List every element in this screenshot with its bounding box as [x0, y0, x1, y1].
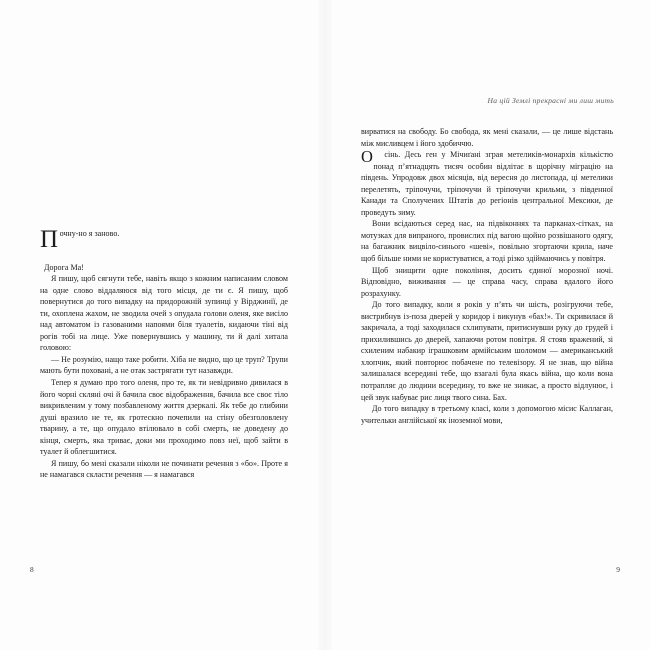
left-paragraph-3: Тепер я думаю про того оленя, про те, як ти невідривно дивилася в його чорні скляні очі й бачила своє відображення, бачила все своє тіло викривленим у тому позбавленому життя дзеркалі. Як тебе до глибини душі вразило не те, як гротескно почепили на стіну обезголовлену тварину, а те, що опудало втілювало в собі смерть, не доведену до кінця, смерть, яка триває, доки ми проходимо повз неї, щоб зайти в туалет й облегшитися. — [40, 378, 288, 457]
running-head: На цій Землі прекрасні ми лиш мить — [487, 96, 614, 105]
drop-cap-left: П — [40, 226, 59, 253]
right-opening-paragraph — [361, 149, 613, 218]
right-page — [325, 0, 650, 650]
right-continuation-paragraph: вирватися на свободу. Бо свобода, як мені сказали, — це лише відстань між мисливцем і його здобиччю. — [361, 127, 613, 148]
right-opening-text: сінь. Десь ген у Мічиґані зграя метеликів-монархів кількістю понад п’ятнадцять тисяч особин відлітає в щорічну міграцію на південь. Упродовж двох місяців, від вересня до листопада, ці метелики перелетять, тріпочучи, тріпочучи й тріпочучи крильми, з південної Канади та Сполучених Штатів до регіонів центральної Мексики, де проведуть зиму. — [361, 150, 613, 217]
right-page-text — [361, 126, 613, 426]
left-page-text — [40, 228, 288, 481]
left-paragraph-dialogue: — Не розумію, нащо таке робити. Хіба не видно, що це труп? Трупи мають бути поховані, а не отак застрягати тут назавжди. — [40, 354, 288, 376]
page-number-left: 8 — [30, 565, 34, 574]
salutation-line: Дорога Ма! — [44, 262, 84, 272]
left-opening-text: очну-но я заново. — [59, 229, 120, 238]
right-paragraph-3: До того випадку, коли я років у п’ять чи шість, розігруючи тебе, вистрибнув із-поза дверей у коридор і викунув «бах!». Ти скривилася й закричала, а тоді заходилася схлипувати, притиснувши руку до грудей і прихилившись до дверей, хапаючи ротом повітря. Я стояв вражений, зі схиленим набакир іграшковим армійським шоломом — американський хлопчик, який повторює побачене по телевізору. Я не знав, що війна залишалася всередині тебе, що взагалі була якась війна, що коли вона потрапляє до людини всередину, то вже не зникає, а просто відлунює, і цей звук набуває рис лиця твого сина. Бах. — [361, 300, 613, 402]
right-paragraph-1: Вони всідаються серед нас, на підвіконнях та парканах-сітках, на мотузках для випраного, провислих під вагою щойно розвішаного одягу, на багажник вицвіло-синього «шеві», повільно згортаючи крила, наче щоб більше ними не користуватися, а тоді різко здіймаючись у повітря. — [361, 219, 613, 264]
left-opening-paragraph — [40, 226, 288, 253]
left-paragraph-4: Я пишу, бо мені сказали ніколи не починати речення з «бо». Проте я не намагався скласти речення — я намагався — [40, 458, 288, 480]
left-paragraph-1: Я пишу, щоб сягнути тебе, навіть якщо з кожним написаним словом на одне слово віддаляюся від того місця, де ти є. Я пишу, щоб повернутися до того випадку на придорожній зупинці у Вірджинії, де ти, охоплена жахом, не зводила очей з опудала голови оленя, яке висіло над автоматом із газованими напоями біля туалетів, кидаючи тіні від рогів тобі на лице. Уже повернувшись у машину, ти й далі хитала головою: — [40, 274, 288, 353]
right-paragraph-4: До того випадку в третьому класі, коли з допомогою місис Каллаган, учительки англійської як іноземної мови, — [361, 404, 613, 425]
right-paragraph-2: Щоб знищити одне покоління, досить єдиної морозної ночі. Відповідно, виживання — це справа часу, справа вдалого його розрахунку. — [361, 265, 613, 298]
drop-cap-right: О — [361, 147, 373, 167]
page-number-right: 9 — [616, 565, 620, 574]
